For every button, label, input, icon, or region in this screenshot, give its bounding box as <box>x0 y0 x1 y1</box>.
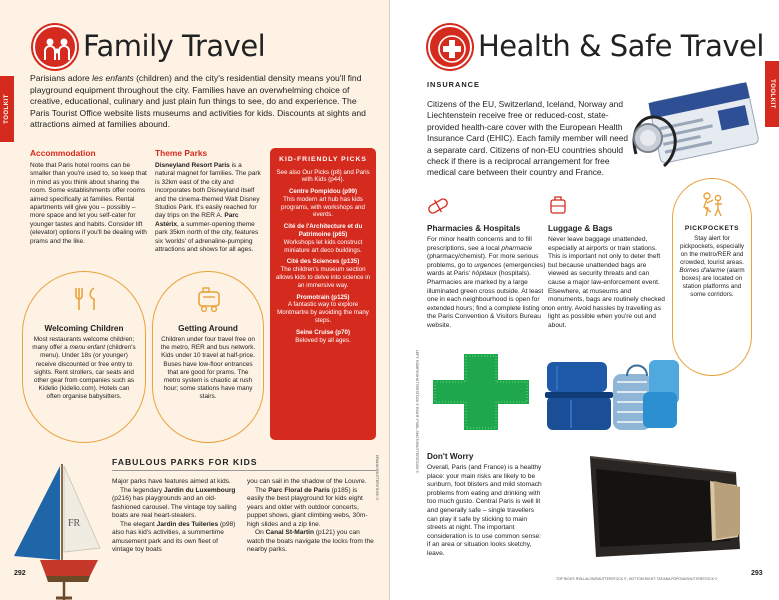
dont-worry-heading: Don't Worry <box>427 452 474 461</box>
luggage-section <box>548 224 668 331</box>
pharmacies-heading: Pharmacies & Hospitals <box>427 224 521 233</box>
pick-item: Cité de l'Architecture et du Patrimoine (p65) Workshops let kids construct miniature art deco buildings. <box>283 223 363 254</box>
cutlery-icon <box>70 284 100 314</box>
photo-credit-bottom: TOP RIGHT: RVILLALON/SHUTTERSTOCK © ; BOTTOM RIGHT: TATIANA POPOVA/SHUTTERSTOCK © <box>556 577 718 581</box>
welcoming-children-card <box>22 271 146 443</box>
suitcases-image <box>543 352 681 434</box>
intro-paragraph: Parisians adore les enfants (children) and the city's residential density means you'll find playground equipment throughout the city. Families have an overwhelming choice of creative, educational, culinary and just plain fun things to see, do and experience. The Paris Tourist Office website lists museums and activities for kids. Discounts at sights and attractions aimed at families abound. <box>30 73 366 130</box>
insurance-label: INSURANCE <box>427 80 480 89</box>
toolkit-tab: TOOLKIT <box>0 76 14 142</box>
photo-credit-vertical: LEFT: ROMPK/SHUTTERSTOCK © RIGHT: PIXEL-SHOT/SHUTTERSTOCK © <box>415 350 419 474</box>
train-icon <box>193 284 225 314</box>
dont-worry-section <box>427 452 545 559</box>
page-title: Family Travel <box>83 29 266 63</box>
pickpockets-body: Stay alert for pickpockets, especially on the metro/RER and crowded, tourist areas. Bornes d'alarme (alarm boxes) are located on station platforms and some corridors. <box>679 235 745 298</box>
luggage-icon <box>548 194 568 216</box>
theme-parks-section <box>155 148 263 254</box>
parks-heading: FABULOUS PARKS FOR KIDS <box>112 457 258 467</box>
page-number-right: 293 <box>751 570 763 577</box>
family-icon <box>33 25 77 69</box>
welcoming-children-title: Welcoming Children <box>44 324 124 333</box>
getting-around-body: Children under four travel free on the metro, RER and bus network. Kids under 10 travel at half-price. Buses have low-floor entrances that are good for prams. The metro system is chaotic at rush hour; some stations have many stairs. <box>160 336 256 401</box>
kid-friendly-picks-box <box>270 148 376 440</box>
kid-friendly-intro: See also Our Picks (p8) and Paris with Kids (p44). <box>276 168 370 184</box>
pharmacy-cross-image <box>431 352 531 432</box>
pickpocket-icon <box>697 189 727 219</box>
left-page <box>0 0 389 600</box>
health-card-image <box>624 74 764 184</box>
sailboat-image <box>0 456 110 600</box>
welcoming-children-body: Most restaurants welcome children; many offer a menu enfant (children's menu). Under 18s (or younger) receive discounted or free entry to sights. Rent strollers, car seats and other gear from companies such as Kidelio (kidelio.com). Hotels can often organise babysitters. <box>32 336 136 401</box>
getting-around-title: Getting Around <box>178 324 238 333</box>
parks-column-2: you can sail in the shadow of the Louvre. The Parc Floral de Paris (p185) is easily the best playground for kids eight years and older with outdoor concerts, puppet shows, giant climbing webs, 30m-high slides and a zip line. On Canal St-Martin (p121) you can watch the boats navigate the locks from the nearby parks. <box>247 478 374 553</box>
accommodation-section <box>30 148 148 246</box>
medical-cross-icon <box>428 25 472 69</box>
pick-item: Promotrain (p125) A fantastic way to explore Montmartre by avoiding the many steps. <box>277 293 369 325</box>
pick-item: Centre Pompidou (p99) This modern art hub has kids programs, with workshops and events. <box>281 188 365 219</box>
bandage-icon <box>426 196 450 216</box>
insurance-body: Citizens of the EU, Switzerland, Iceland, Norway and Liechtenstein receive free or reduced-cost, state-provided health-care cover with the European Health Insurance Card (EHIC). Each family member will need a separate card. Citizens of non-EU countries should check if there is a reciprocal arrangement for free medical care between their country and France. <box>427 99 629 178</box>
wallet-image <box>560 445 760 573</box>
pickpockets-card <box>672 178 752 376</box>
page-number-left: 292 <box>14 570 26 577</box>
page-title: Health & Safe Travel <box>478 29 764 63</box>
pick-item: Seine Cruise (p70) Beloved by all ages. <box>295 328 351 344</box>
toolkit-tab: TOOLKIT <box>765 61 779 127</box>
pick-item: Cité des Sciences (p135) The children's museum section allows kids to delve into science in an immersive way. <box>275 258 371 289</box>
accommodation-body: Note that Paris hotel rooms can be smaller than you're used to, so keep that in mind as you think about sharing the room. Some establishments offer rooms aimed specifically at families. Rental apartments will give you – possibly – more space and let you self-cater for younger tastes and habits. Consider lift (elevator) options if you'll be dealing with prams and the like. <box>30 162 147 245</box>
luggage-heading: Luggage & Bags <box>548 224 613 233</box>
kid-friendly-heading: KID-FRIENDLY PICKS <box>279 156 367 163</box>
getting-around-card <box>152 271 264 443</box>
parks-rule <box>112 470 376 471</box>
boat-sail-label: FR <box>68 518 81 529</box>
luggage-body: Never leave baggage unattended, especially at airports or train stations. This is important not only to deter theft but because unattended bags are viewed as security threats and can cause a major law-enforcement event. Elsewhere, at museums and monuments, bags are routinely checked on entry. Avoid hassles by travelling as light as possible when you're out and about. <box>548 236 665 329</box>
parks-column-1: Major parks have features aimed at kids. The legendary Jardin du Luxembourg (p216) has playgrounds and an old-fashioned carousel. The vintage toy sailing boats are real heart-stealers. The elegant Jardin des Tuileries (p98) also has kid's activities, a summertime amusement park and its own fleet of vintage toy boats <box>112 478 237 553</box>
pickpockets-heading: PICKPOCKETS <box>684 225 740 232</box>
accommodation-heading: Accommodation <box>30 148 96 158</box>
pharmacies-body: For minor health concerns and to fill prescriptions, see a local pharmacie (pharmacy/chemist). For more serious problems, go to urgences (emergencies) wards at Paris' hôpitaux (hospitals). Pharmacies are marked by a large illuminated green cross outside. At least one in each neighbourhood is open for extended hours; find a complete listing on the Paris Convention & Visitors Bureau website. <box>427 236 549 329</box>
pharmacies-section <box>427 224 549 331</box>
dont-worry-body: Overall, Paris (and France) is a healthy place: your main risks are likely to be sunburn, foot blisters and mild stomach problems from eating and drinking with too much gusto. Central Paris is well lit and generally safe – single travellers can play it safe by sticking to main streets at night. The important consideration is to use common sense: if an area or situation looks sketchy, leave. <box>427 464 542 557</box>
photo-credit-left: HRANK/SHUTTERSTOCK © <box>375 455 379 501</box>
theme-parks-body: Disneyland Resort Paris is a natural magnet for families. The park is 32km east of the city and incorporates both Disneyland itself and the cinema-themed Walt Disney Studios Park. It's easily reached for day trips on the RER A. Parc Astérix, a summer-opening theme park 35km north of the city, features six 'worlds' of adrenaline-pumping attractions and shows for all ages. <box>155 162 261 254</box>
theme-parks-heading: Theme Parks <box>155 148 208 158</box>
